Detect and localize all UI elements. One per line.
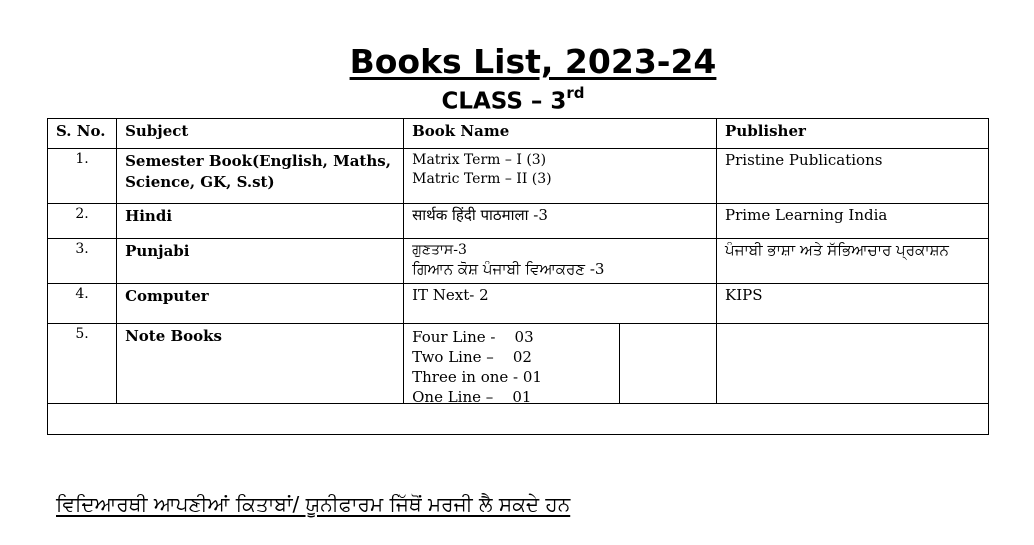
notebook-name: Two Line – [412,348,494,366]
class-label: CLASS – 3 [441,88,567,115]
header-sno: S. No. [48,119,117,149]
notebook-name: One Line – [412,388,494,406]
book-name: ਗਿਆਨ ਕੋਸ਼ ਪੰਜਾਬੀ ਵਿਆਕਰਣ -3 [412,260,605,278]
notebook-qty: 01 [512,388,532,406]
row-publisher: Pristine Publications [717,149,989,204]
book-name: Matric Term – II (3) [412,171,552,187]
row-sno: 4. [48,284,117,324]
list-item [412,387,611,407]
row-publisher: KIPS [717,284,989,324]
table-row [48,284,989,324]
row-sno: 2. [48,204,117,239]
class-heading [0,86,1026,115]
book-name: सार्थक हिंदी पाठमाला -3 [412,206,548,224]
notebook-qty: 01 [522,368,542,386]
row-subject: Semester Book(English, Maths, Science, GK, S.st) [117,149,404,204]
list-item [412,347,611,367]
book-name: Matrix Term – I (3) [412,152,547,168]
notebooks-list [404,324,620,406]
table-row [48,239,989,284]
row-books [404,204,717,239]
table-row-empty [48,404,989,435]
row-sno: 3. [48,239,117,284]
footer-note: ਵਿਦਿਆਰਥੀ ਆਪਣੀਆਂ ਕਿਤਾਬਾਂ/ ਯੂਨੀਫਾਰਮ ਜਿੱਥੋਂ ਮਰਜੀ ਲੈ ਸਕਦੇ ਹਨ [56,492,571,516]
table-row [48,324,989,404]
book-name: ਗੁਣਤਾਸ-3 [412,242,467,258]
header-subject: Subject [117,119,404,149]
row-subject: Note Books [117,324,404,404]
row-subject: Hindi [117,204,404,239]
row-publisher: ਪੰਜਾਬੀ ਭਾਸ਼ਾ ਅਤੇ ਸੱਭਿਆਚਾਰ ਪ੍ਰਕਾਸ਼ਨ [717,239,989,284]
class-superscript: rd [566,84,585,102]
notebook-name: Four Line - [412,328,496,346]
notebook-qty: 02 [512,348,532,366]
row-publisher [717,324,989,404]
row-publisher: Prime Learning India [717,204,989,239]
row-subject: Punjabi [117,239,404,284]
row-books [404,239,717,284]
book-name: IT Next- 2 [412,286,489,304]
row-subject: Computer [117,284,404,324]
list-item [412,367,611,387]
table-row [48,149,989,204]
notebook-qty: 03 [514,328,534,346]
row-sno: 5. [48,324,117,404]
header-book-name: Book Name [404,119,717,149]
notebook-name: Three in one - [412,368,519,386]
page-title: Books List, 2023-24 [349,42,717,81]
notebooks-wrap [404,324,716,406]
empty-cell [48,404,989,435]
books-table [47,118,989,435]
list-item [412,327,611,347]
table-header-row [48,119,989,149]
row-books [404,149,717,204]
header-publisher: Publisher [717,119,989,149]
table-row [48,204,989,239]
row-notebooks [404,324,717,404]
row-books [404,284,717,324]
row-sno: 1. [48,149,117,204]
